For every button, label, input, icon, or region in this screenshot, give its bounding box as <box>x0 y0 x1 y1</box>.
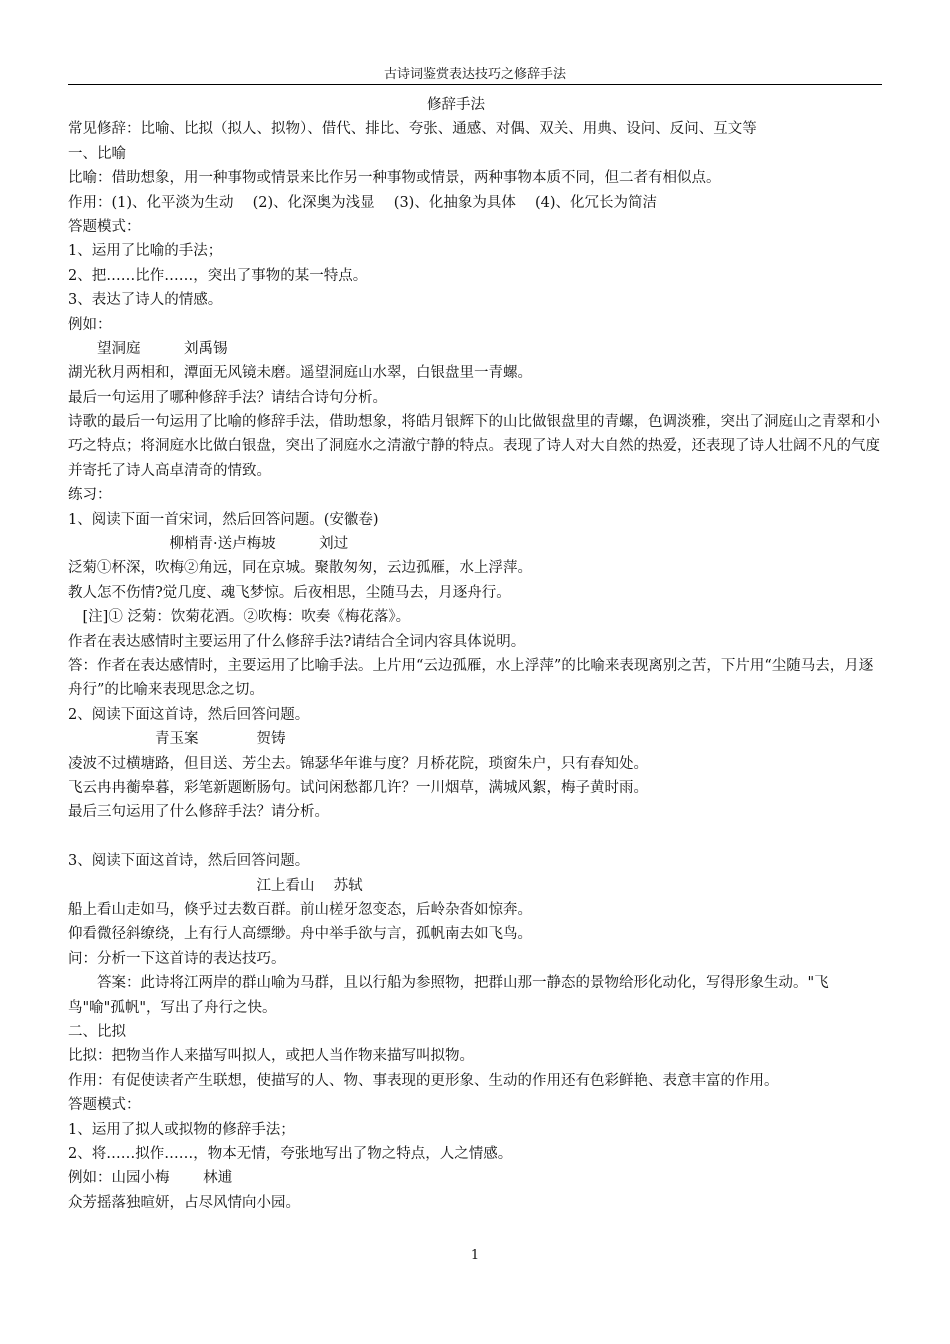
page-number: 1 <box>470 1248 480 1263</box>
poem-line: 飞云冉冉蘅皋暮，彩笔新题断肠句。试问闲愁都几许？一川烟草，满城风絮，梅子黄时雨。 <box>68 780 648 797</box>
text-line: 2、将……拟作……，物本无情，夸张地写出了物之特点，人之情感。 <box>68 1145 513 1162</box>
text-line: 1、运用了比喻的手法； <box>68 243 223 260</box>
poem-title: 青玉案 贺铸 <box>68 731 286 748</box>
text-line: 作用：(1)、化平淡为生动 (2)、化深奥为浅显 (3)、化抽象为具体 (4)、化冗长为简洁 <box>68 194 657 211</box>
text-line: 2、把……比作……，突出了事物的某一特点。 <box>68 267 368 284</box>
text-line: 答题模式： <box>68 218 141 235</box>
poem-line: 教人怎不伤情?觉几度、魂飞梦惊。后夜相思，尘随马去，月逐舟行。 <box>68 584 511 601</box>
text-line: 答题模式： <box>68 1097 141 1114</box>
poem-line: 众芳摇落独暄妍，占尽风情向小园。 <box>68 1194 300 1211</box>
blank-line <box>68 825 884 849</box>
poem-title: 江上看山 苏轼 <box>68 877 363 894</box>
poem-line: 仰看微径斜缭绕，上有行人高缥缈。舟中举手欲与言，孤帆南去如飞鸟。 <box>68 926 532 943</box>
text-line: 2、阅读下面这首诗，然后回答问题。 <box>68 706 310 723</box>
text-line: 3、表达了诗人的情感。 <box>68 292 223 309</box>
poem-line: 泛菊①杯深，吹梅②角远，同在京城。聚散匆匆，云边孤雁，水上浮萍。 <box>68 560 532 577</box>
text-line: 比拟：把物当作人来描写叫拟人，或把人当作物来描写叫拟物。 <box>68 1048 474 1065</box>
poem-title: 例如：山园小梅 林逋 <box>68 1170 233 1187</box>
poem-line: 船上看山走如马，倏乎过去数百群。前山槎牙忽变态，后岭杂沓如惊奔。 <box>68 901 532 918</box>
page-header: 古诗词鉴赏表达技巧之修辞手法 <box>383 67 566 82</box>
text-line: 1、运用了拟人或拟物的修辞手法； <box>68 1121 295 1138</box>
poem-title: 望洞庭 刘禹锡 <box>68 340 228 357</box>
header-rule <box>68 84 882 85</box>
doc-title: 修辞手法 <box>427 97 485 113</box>
text-line: 比喻：借助想象，用一种事物或情景来比作另一种事物或情景，两种事物本质不同，但二者有相似点。 <box>68 170 721 187</box>
text-line: 常见修辞：比喻、比拟（拟人、拟物）、借代、排比、夸张、通感、对偶、双关、用典、设问、反问、互文等 <box>68 121 757 138</box>
answer-paragraph: 答案：此诗将江两岸的群山喻为马群，且以行船为参照物，把群山那一静态的景物给形化动化，写得形象生动。"飞鸟"喻"孤帆"，写出了舟行之快。 <box>68 975 829 1016</box>
text-line: 练习： <box>68 487 112 504</box>
text-line: 作用：有促使读者产生联想，使描写的人、物、事表现的更形象、生动的作用还有色彩鲜艳、表意丰富的作用。 <box>68 1072 779 1089</box>
question-line: 最后三句运用了什么修辞手法？请分析。 <box>68 804 329 821</box>
section-heading: 二、比拟 <box>68 1023 126 1040</box>
poem-title: 柳梢青·送卢梅坡 刘过 <box>68 536 349 553</box>
text-line: 1、阅读下面一首宋词，然后回答问题。(安徽卷) <box>68 511 379 528</box>
document-body <box>68 93 884 1215</box>
answer-paragraph: 答：作者在表达感情时，主要运用了比喻手法。上片用“云边孤雁，水上浮萍”的比喻来表现离别之苦，下片用“尘随马去，月逐舟行”的比喻来表现思念之切。 <box>68 658 874 699</box>
section-heading: 一、比喻 <box>68 145 126 162</box>
text-line: 例如： <box>68 316 112 333</box>
question-line: 问：分析一下这首诗的表达技巧。 <box>68 950 286 967</box>
question-line: 最后一句运用了哪种修辞手法？请结合诗句分析。 <box>68 389 387 406</box>
answer-paragraph: 诗歌的最后一句运用了比喻的修辞手法，借助想象，将皓月银辉下的山比做银盘里的青螺，色调淡雅，突出了洞庭山之青翠和小巧之特点；将洞庭水比做白银盘，突出了洞庭水之清澈宁静的特点。表现了诗人对大自然的热爱，还表现了诗人壮阔不凡的气度并寄托了诗人高卓清奇的情致。 <box>68 414 880 479</box>
question-line: 作者在表达感情时主要运用了什么修辞手法?请结合全词内容具体说明。 <box>68 633 526 650</box>
text-line: 3、阅读下面这首诗，然后回答问题。 <box>68 853 310 870</box>
poem-line: 凌波不过横塘路，但目送、芳尘去。锦瑟华年谁与度？月桥花院，琐窗朱户，只有春知处。 <box>68 755 648 772</box>
poem-line: 湖光秋月两相和，潭面无风镜未磨。遥望洞庭山水翠，白银盘里一青螺。 <box>68 365 532 382</box>
note-line: [注]① 泛菊：饮菊花酒。②吹梅：吹奏《梅花落》。 <box>68 609 411 626</box>
